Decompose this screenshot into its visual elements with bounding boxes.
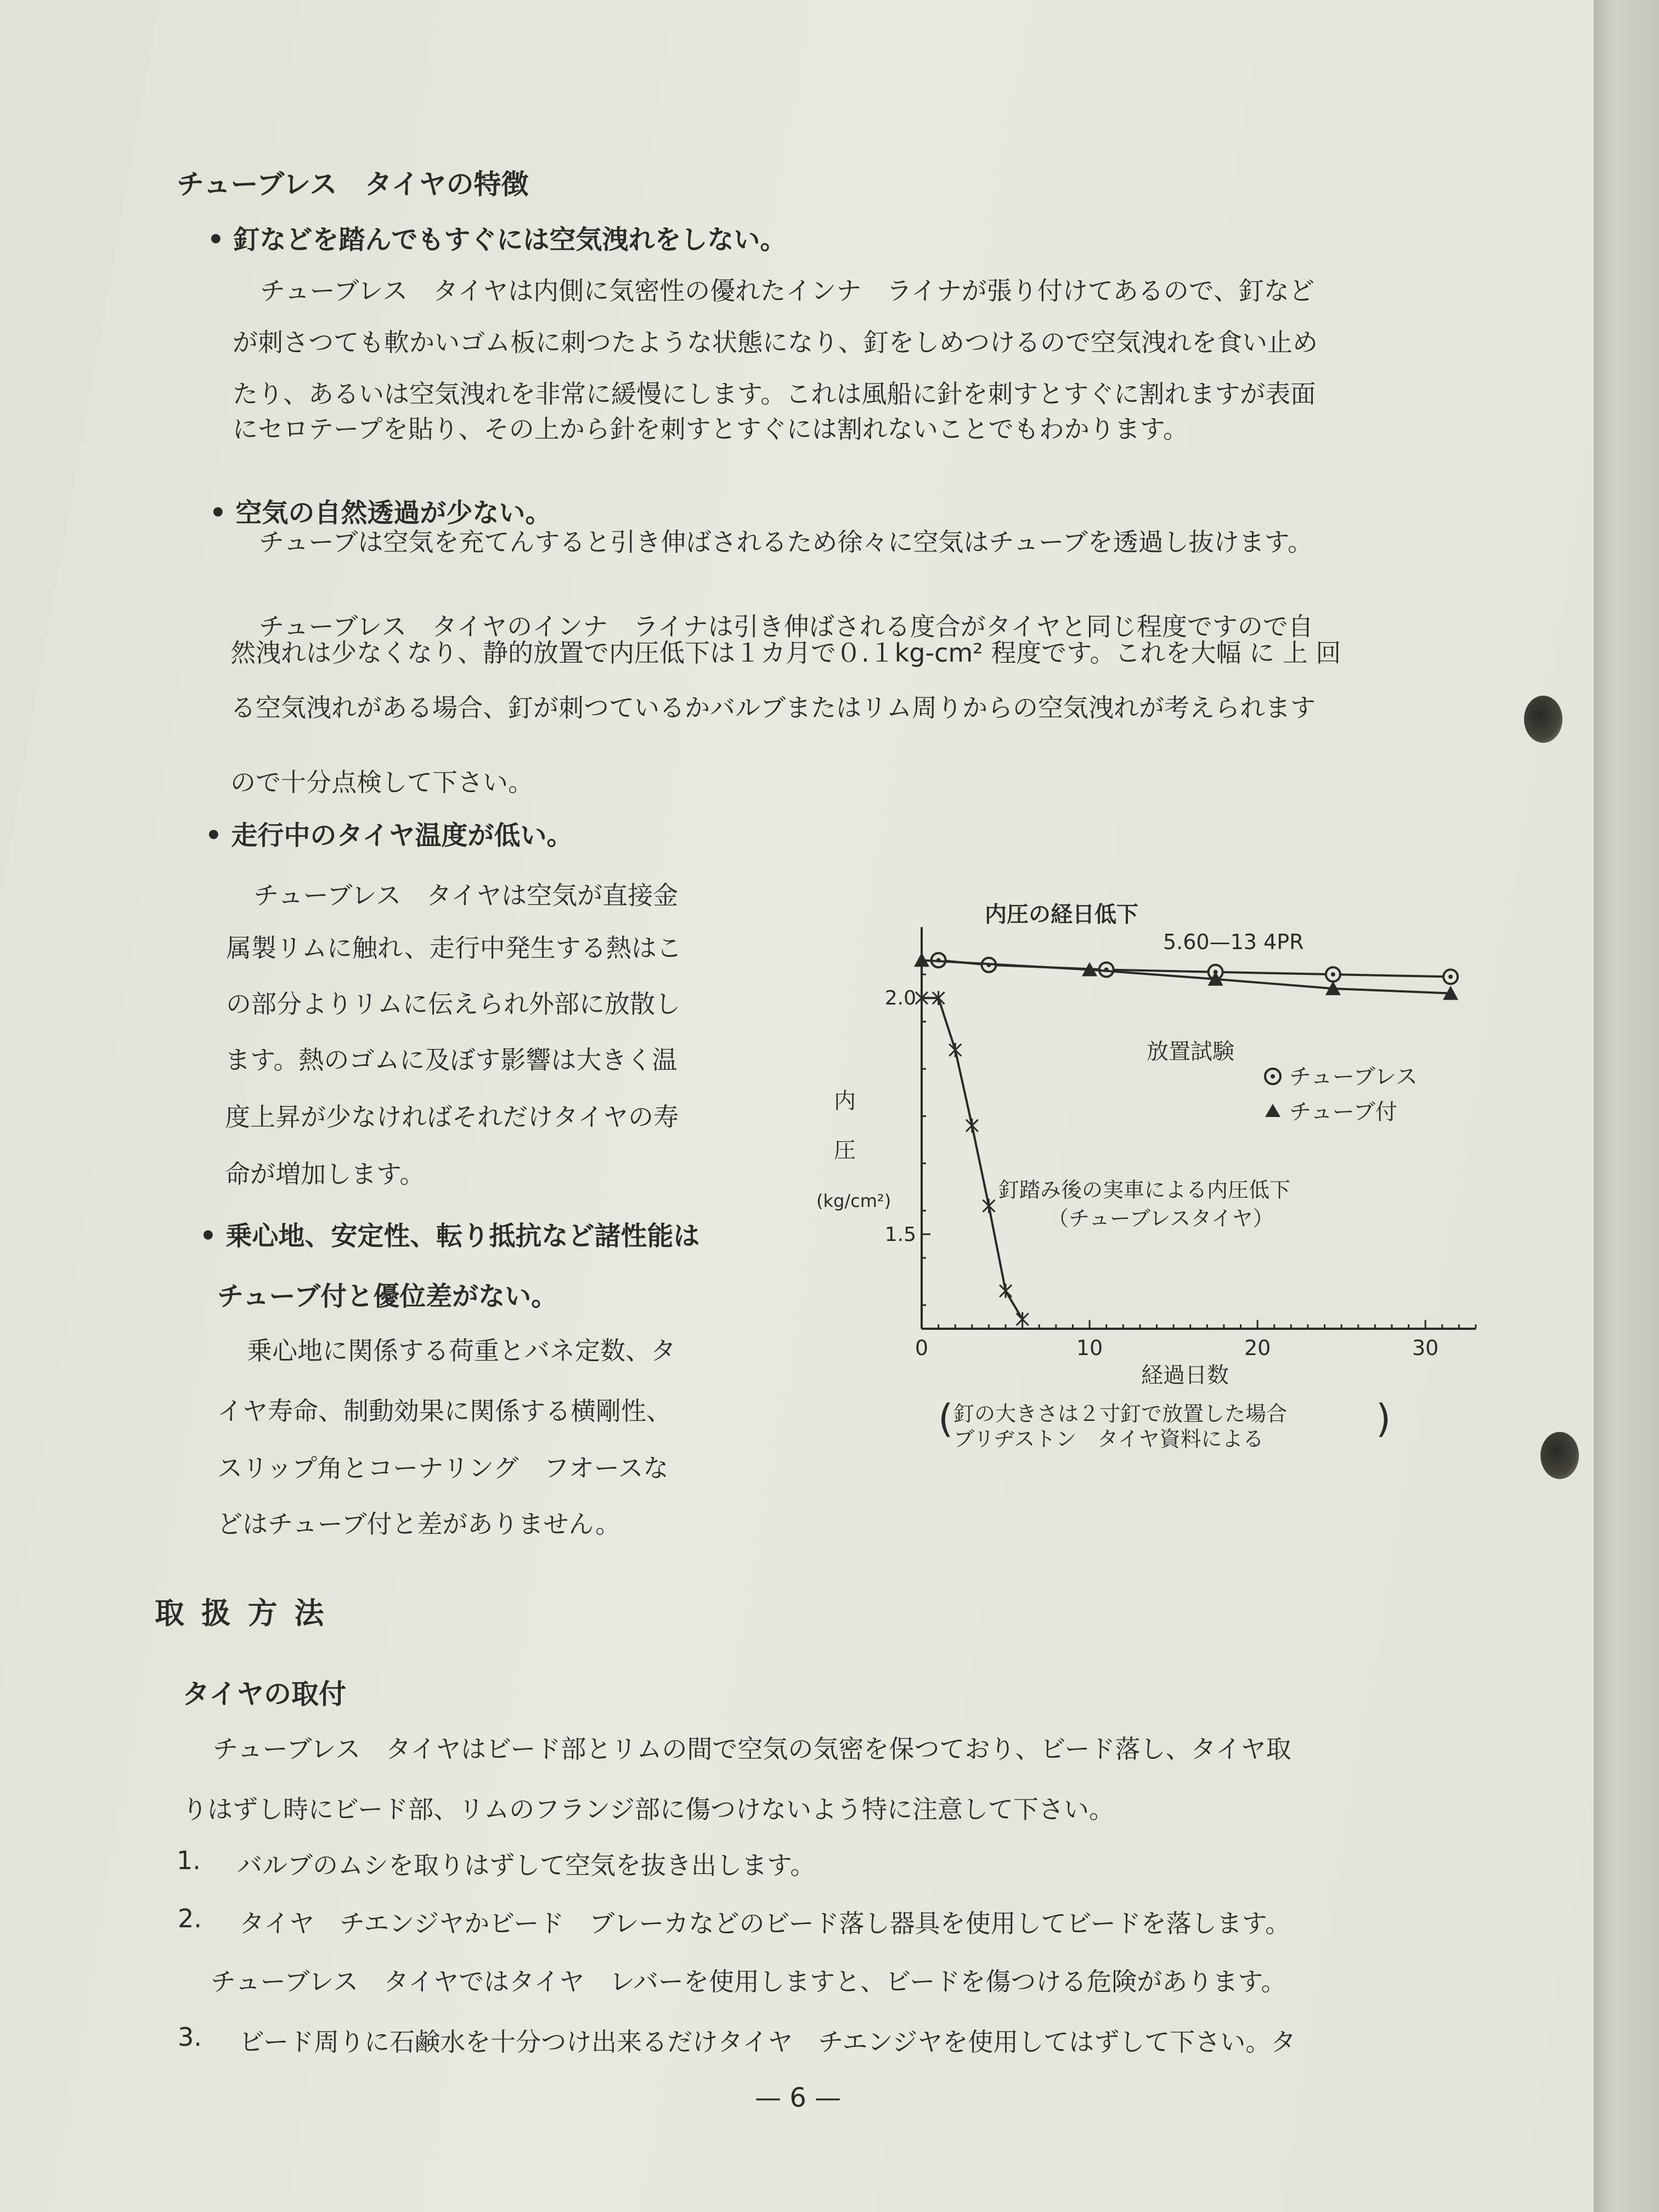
feature2-line: チューブは空気を充てんすると引き伸ばされるため徐々に空気はチューブを透過し抜けます。 <box>259 527 1313 557</box>
feature1-line: チューブレス タイヤは内側に気密性の優れたインナ ライナが張り付けてあるので、釘など <box>260 276 1314 306</box>
chart-source-note: 釘の大きさは２寸釘で放置した場合 <box>953 1402 1288 1426</box>
nail-point <box>1017 1312 1029 1327</box>
feature2-line: チューブレス タイヤのインナ ライナは引き伸ばされる度合がタイヤと同じ程度ですので自 <box>259 612 1313 641</box>
feature4-line: スリップ角とコーナリング フオースな <box>217 1453 669 1483</box>
step-number: 3. <box>178 2022 202 2052</box>
feature2-line: 然洩れは少なくなり、静的放置で内圧低下は１カ月で０.１kg-cm² 程度です。これを大幅 に 上 回 <box>230 638 1341 668</box>
feature2-line: る空気洩れがある場合、釘が刺つているかバルブまたはリム周りからの空気洩れが考えられます <box>230 693 1316 723</box>
x-tick-label: 30 <box>1412 1336 1439 1360</box>
feature2-line: ので十分点検して下さい。 <box>230 768 533 797</box>
nail-point <box>966 1119 978 1133</box>
tubeless-point-center <box>1448 974 1453 979</box>
chart-annotation: 釘踏み後の実車による内圧低下 <box>998 1178 1291 1202</box>
series-line-0 <box>939 960 1451 977</box>
step-text: ビード周りに石鹸水を十分つけ出来るだけタイヤ チエンジヤを使用してはずして下さい。タ <box>239 2027 1296 2057</box>
legend-label-tubeless: チューブレス <box>1289 1064 1418 1090</box>
step-text: バルブのムシを取りはずして空気を抜き出します。 <box>237 1850 816 1880</box>
section-title: チューブレス タイヤの特徴 <box>177 168 529 200</box>
feature3-line: チューブレス タイヤは空気が直接金 <box>253 881 679 910</box>
feature3-line: 度上昇が少なければそれだけタイヤの寿 <box>225 1102 679 1132</box>
legend-item-tube <box>1265 1099 1397 1125</box>
legend-label-tube: チューブ付 <box>1289 1099 1397 1125</box>
source-bracket-right: ) <box>1376 1396 1391 1441</box>
feature3-line: 属製リムに触れ、走行中発生する熱はこ <box>226 933 682 963</box>
handling-intro-line: りはずし時にビード部、リムのフランジ部に傷つけないよう特に注意して下さい。 <box>182 1795 1115 1824</box>
x-tick-label: 20 <box>1244 1336 1271 1360</box>
chart-subtitle: 5.60—13 4PR <box>1163 930 1304 954</box>
step-text: チューブレス タイヤではタイヤ レバーを使用しますと、ビードを傷つける危険があります。 <box>211 1967 1286 1996</box>
x-tick-label: 10 <box>1076 1336 1103 1360</box>
handling-subtitle: タイヤの取付 <box>182 1678 346 1710</box>
legend-item-tubeless <box>1265 1064 1418 1090</box>
feature1-line: たり、あるいは空気洩れを非常に緩慢にします。これは風船に針を刺すとすぐに割れますが表面 <box>233 379 1316 409</box>
chart-title: 内圧の経日低下 <box>985 902 1138 927</box>
handling-intro-line: チューブレス タイヤはビード部とリムの間で空気の気密を保つており、ビード落し、タイヤ取 <box>213 1734 1291 1764</box>
y-tick-label: 2.0 <box>884 987 916 1010</box>
feature3-line: 命が増加します。 <box>225 1159 425 1189</box>
feature2-heading: • 空気の自然透過が少ない。 <box>210 498 552 528</box>
feature4-line: イヤ寿命、制動効果に関係する横剛性、 <box>217 1396 672 1426</box>
chart-yunit: (kg/cm²) <box>816 1190 891 1211</box>
feature1-line: にセロテープを貼り、その上から針を刺すとすぐには割れないことでもわかります。 <box>233 414 1189 444</box>
feature3-line: ます。熱のゴムに及ぼす影響は大きく温 <box>225 1045 678 1075</box>
punch-hole-top <box>1524 696 1562 743</box>
feature4-heading: • 乗心地、安定性、転り抵抗など諸性能は <box>200 1221 700 1251</box>
step-number: 2. <box>178 1904 202 1933</box>
chart-legend-title: 放置試験 <box>1147 1039 1234 1064</box>
nail-point <box>983 1199 995 1213</box>
y-tick-label: 1.5 <box>884 1223 916 1246</box>
step-number: 1. <box>177 1846 201 1875</box>
pressure-chart <box>790 878 1492 1481</box>
x-tick-label: 0 <box>915 1336 929 1360</box>
feature3-heading: • 走行中のタイヤ温度が低い。 <box>205 820 573 851</box>
chart-ylabel: 内 <box>834 1088 856 1114</box>
punch-hole-bottom <box>1541 1432 1579 1479</box>
source-bracket-left: ( <box>938 1396 953 1441</box>
feature4-line: どはチューブ付と差がありません。 <box>217 1509 621 1539</box>
page-number: — 6 — <box>755 2083 842 2113</box>
feature3-line: の部分よりリムに伝えられ外部に放散し <box>226 989 680 1019</box>
feature1-heading: • 釘などを踏んでもすぐには空気洩れをしない。 <box>207 224 787 255</box>
chart-source-note: ブリヂストン タイヤ資料による <box>953 1427 1264 1451</box>
tubeless-point-center <box>1331 972 1335 977</box>
series-line-1 <box>922 960 1451 993</box>
series-line-2 <box>922 998 1023 1319</box>
chart-ylabel: 圧 <box>834 1138 856 1163</box>
nail-point <box>949 1043 961 1057</box>
feature4-line: 乗心地に関係する荷重とバネ定数、タ <box>247 1336 676 1365</box>
handling-title: 取 扱 方 法 <box>155 1596 328 1630</box>
nail-point <box>1000 1284 1012 1298</box>
page-edge <box>1594 0 1659 2212</box>
step-text: タイヤ チエンジヤかビード ブレーカなどのビード落し器具を使用してビードを落します。 <box>239 1909 1291 1938</box>
feature4-heading: チューブ付と優位差がない。 <box>217 1281 558 1312</box>
chart-xlabel: 経過日数 <box>1141 1363 1229 1388</box>
feature1-line: が刺さつても軟かいゴム板に刺つたような状態になり、釘をしめつけるので空気洩れを食い止め <box>233 328 1318 357</box>
chart-annotation: （チューブレスタイヤ） <box>1048 1206 1274 1231</box>
